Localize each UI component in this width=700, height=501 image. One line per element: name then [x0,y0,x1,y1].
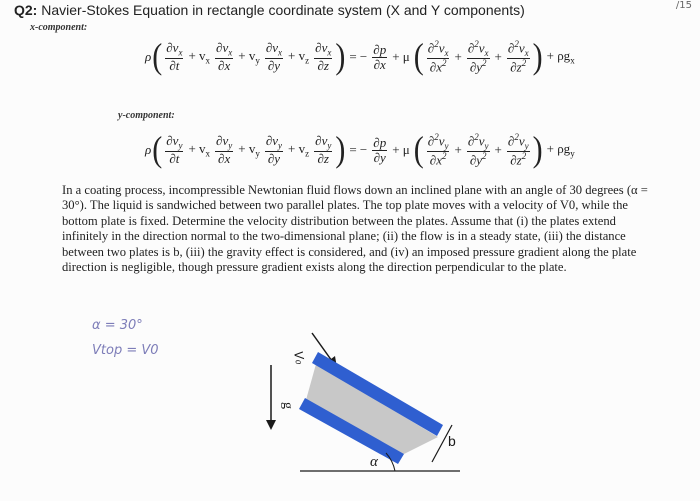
y-momentum-equation: ρ ( $\frac{\partial v_y}{\partial t}$ + $v_x$ $\frac{\partial v_y}{\partial x}$ + $v_y$ $\frac{\partial v_y}{\partial y}$ + $v_z$ $\frac{\partial v_y}{\partial z}$ ) = − $\frac{\partial p}{\partial y}$ + μ ( $\frac{\partial^2v_y}{\partial x^2}$ + $\frac{\partial^2v_y}{\partial y^2}$ + $\frac{\partial^2v_y}{\partial z^2}$ ) + $\rho g_y$ [145,129,575,170]
handwritten-velocity-note: Vtop = V0 [92,343,159,358]
gravity-arrowhead [266,420,276,430]
x-momentum-equation: ρ ( $\frac{\partial v_x}{\partial t}$ + $v_x$ $\frac{\partial v_x}{\partial x}$ + $v_y$ $\frac{\partial v_x}{\partial y}$ + $v_z$ $\frac{\partial v_x}{\partial z}$ ) = − $\frac{\partial p}{\partial x}$ + μ ( $\frac{\partial^2v_x}{\partial x^2}$ + $\frac{\partial^2v_x}{\partial y^2}$ + $\frac{\partial^2v_x}{\partial z^2}$ ) + $\rho g_x$ [145,36,575,77]
y-component-label: y-component: [118,110,175,121]
corner-mark: /15 [675,0,692,11]
x-component-label: x-component: [30,22,88,33]
problem-statement: In a coating process, incompressible Newtonian fluid flows down an inclined plane with an angle of 30 degrees (α = 30°). The liquid is sandwiched between two parallel plates. The top plate moves with a velocity of V0, while the bottom plate is fixed. Determine the velocity distribution between the plates. Assume that (i) the plates extend infinitely in the direction normal to the two-dimensional plane; (ii) the flow is in a steady state, (iii) the distance between two plates is b, (iii) the gravity effect is considered, and (iv) an imposed pressure gradient along the plate direction is negligible, though pressure gradient exists along the direction perpendicular to the plate. [62,183,648,275]
v0-label: V₀ [291,350,308,366]
question-number: Q2: [14,2,38,18]
question-heading: Navier-Stokes Equation in rectangle coordinate system (X and Y components) [41,2,525,18]
gravity-label: g [280,402,295,409]
handwritten-alpha-note: α = 30° [92,318,143,333]
thickness-label: b [448,433,456,449]
angle-label: α [370,454,378,470]
